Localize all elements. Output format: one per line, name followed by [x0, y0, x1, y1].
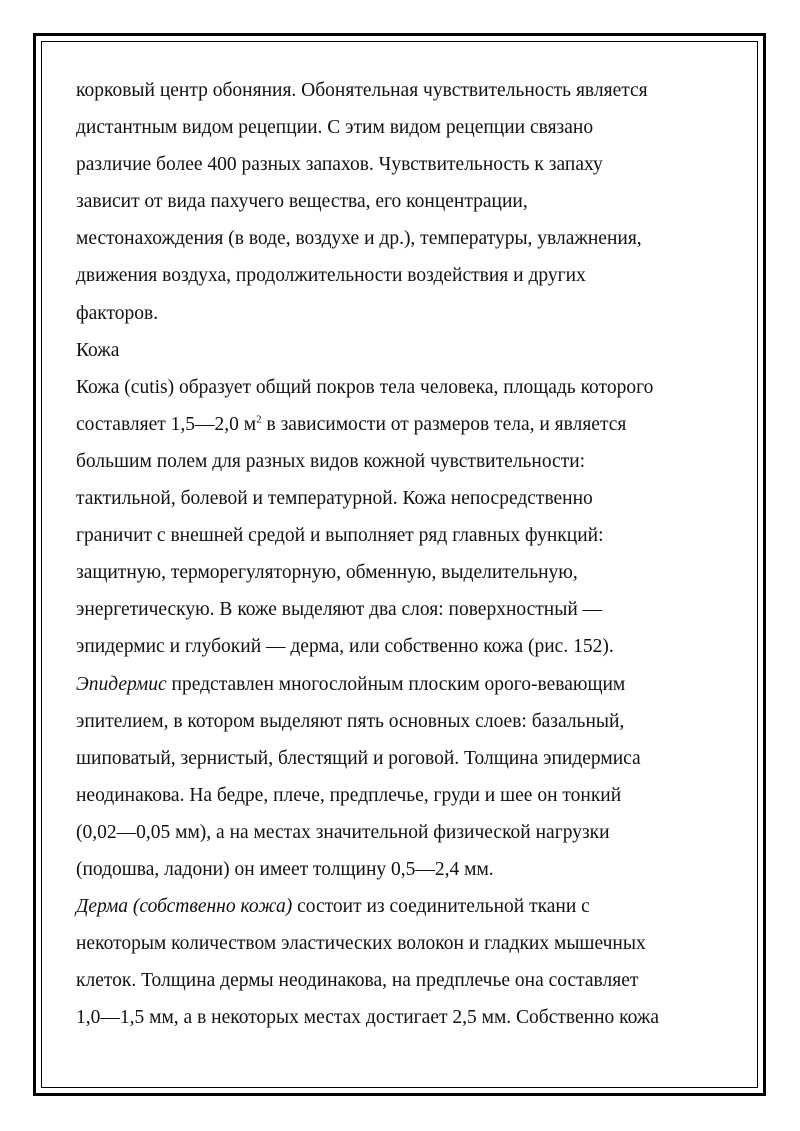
- term-derma: Дерма (собственно кожа): [76, 896, 293, 918]
- text-line-7: факторов.: [76, 302, 159, 324]
- text-line-10-start: составляет 1,5—2,0 м: [76, 413, 257, 435]
- text-line-22: (подошва, ладони) он имеет толщину 0,5—2,4 мм.: [76, 858, 494, 880]
- text-line-18: эпителием, в котором выделяют пять основных слоев: базальный,: [76, 710, 625, 732]
- text-line-25: клеток. Толщина дермы неодинакова, на предплечье она составляет: [76, 970, 639, 992]
- text-line-12: тактильной, болевой и температурной. Кожа непосредственно: [76, 488, 593, 510]
- text-line-13: граничит с внешней средой и выполняет ряд главных функций:: [76, 525, 604, 547]
- text-line-9: Кожа (cutis) образует общий покров тела человека, площадь которого: [76, 376, 654, 398]
- text-line-4: зависит от вида пахучего вещества, его концентрации,: [76, 191, 528, 213]
- superscript-squared: 2: [256, 413, 262, 426]
- text-line-17-end: представлен многослойным плоским орого-вевающим: [166, 673, 626, 695]
- text-line-24: некоторым количеством эластических волокон и гладких мышечных: [76, 933, 646, 955]
- text-line-10-end: в зависимости от размеров тела, и является: [261, 413, 627, 435]
- text-line-20: неодинакова. На бедре, плече, предплечье, груди и шее он тонкий: [76, 784, 622, 806]
- text-line-23: [76, 888, 736, 925]
- section-heading-skin: Кожа: [76, 339, 120, 361]
- text-line-10: [76, 406, 736, 443]
- text-line-11: большим полем для разных видов кожной чувствительности:: [76, 450, 586, 472]
- text-line-14: защитную, терморегуляторную, обменную, выделительную,: [76, 562, 578, 584]
- text-line-26: 1,0—1,5 мм, а в некоторых местах достигает 2,5 мм. Собственно кожа: [76, 1007, 660, 1029]
- text-line-6: движения воздуха, продолжительности воздействия и других: [76, 265, 586, 287]
- text-line-21: (0,02—0,05 мм), а на местах значительной физической нагрузки: [76, 821, 610, 843]
- text-line-19: шиповатый, зернистый, блестящий и роговой. Толщина эпидермиса: [76, 747, 641, 769]
- text-line-16: эпидермис и глубокий — дерма, или собственно кожа (рис. 152).: [76, 636, 614, 658]
- term-epidermis: Эпидермис: [76, 673, 167, 695]
- text-line-17: [76, 666, 736, 703]
- document-body: [76, 72, 736, 1036]
- text-line-2: дистантным видом рецепции. С этим видом рецепции связано: [76, 117, 594, 139]
- text-line-1: корковый центр обоняния. Обонятельная чувствительность является: [76, 80, 648, 101]
- text-line-23-end: состоит из соединительной ткани с: [292, 896, 590, 918]
- text-line-15: энергетическую. В коже выделяют два слоя: поверхностный —: [76, 599, 603, 621]
- text-line-3: различие более 400 разных запахов. Чувствительность к запаху: [76, 154, 603, 176]
- text-line-5: местонахождения (в воде, воздухе и др.), температуры, увлажнения,: [76, 228, 642, 250]
